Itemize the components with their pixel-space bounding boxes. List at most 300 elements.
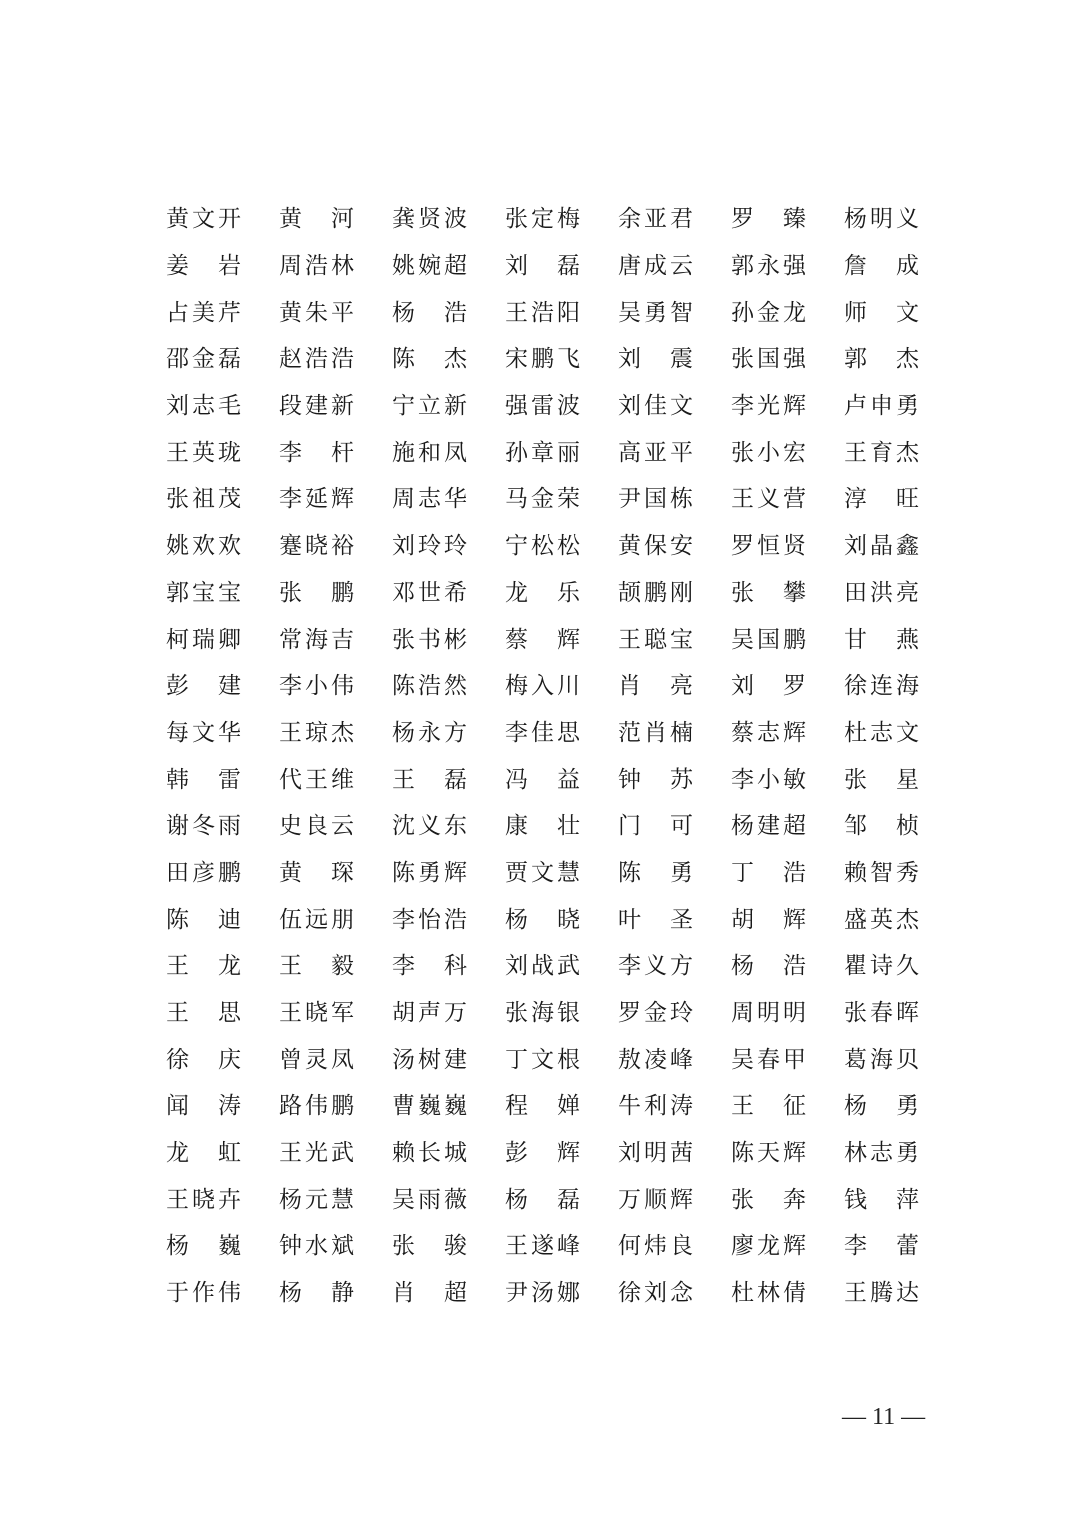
name-text: 路 伟 鹏 <box>279 1093 354 1120</box>
name-cell <box>844 1083 957 1129</box>
name-text: 郭 永 强 <box>731 253 806 280</box>
name-text: 罗 金 玲 <box>618 1000 693 1027</box>
name-text: 李 蕾 <box>844 1233 919 1260</box>
name-cell <box>618 990 731 1036</box>
name-text: 张 骏 <box>392 1233 467 1260</box>
name-cell <box>392 1130 505 1176</box>
name-cell <box>505 243 618 289</box>
name-text: 孙 金 龙 <box>731 299 806 326</box>
name-text: 杨 浩 <box>392 299 467 326</box>
name-cell <box>844 196 957 242</box>
name-text: 黄 朱 平 <box>279 299 354 326</box>
name-cell <box>618 663 731 709</box>
name-cell <box>618 850 731 896</box>
name-cell <box>844 617 957 663</box>
name-text: 强 雷 波 <box>505 393 580 420</box>
name-text: 胡 辉 <box>731 906 806 933</box>
name-cell <box>392 617 505 663</box>
name-text: 龙 乐 <box>505 579 580 606</box>
name-text: 汤 树 建 <box>392 1046 467 1073</box>
name-cell <box>844 897 957 943</box>
name-text: 杜 林 倩 <box>731 1280 806 1307</box>
name-text: 徐 连 海 <box>844 673 919 700</box>
name-text: 李 佳 思 <box>505 719 580 746</box>
name-cell <box>392 990 505 1036</box>
name-cell <box>731 430 844 476</box>
name-text: 牛 利 涛 <box>618 1093 693 1120</box>
name-cell <box>166 336 279 382</box>
name-cell <box>618 1270 731 1316</box>
name-cell <box>279 1223 392 1269</box>
name-text: 彭 建 <box>166 673 241 700</box>
name-cell <box>844 803 957 849</box>
name-cell <box>505 1037 618 1083</box>
name-text: 杨 勇 <box>844 1093 919 1120</box>
name-text: 刘 佳 文 <box>618 393 693 420</box>
name-cell <box>279 476 392 522</box>
name-cell <box>844 523 957 569</box>
name-cell <box>618 1130 731 1176</box>
name-cell <box>279 523 392 569</box>
name-row <box>166 1083 926 1130</box>
name-cell <box>618 943 731 989</box>
name-row <box>166 1176 926 1223</box>
name-text: 肖 超 <box>392 1280 467 1307</box>
name-cell <box>279 617 392 663</box>
name-cell <box>392 570 505 616</box>
name-row <box>166 803 926 850</box>
name-text: 门 可 <box>618 813 693 840</box>
name-text: 刘 玲 玲 <box>392 533 467 560</box>
name-row <box>166 1130 926 1177</box>
name-text: 宁 立 新 <box>392 393 467 420</box>
name-text: 杨 静 <box>279 1280 354 1307</box>
name-text: 李 怡 浩 <box>392 906 467 933</box>
name-text: 杜 志 文 <box>844 719 919 746</box>
name-text: 张 国 强 <box>731 346 806 373</box>
name-cell <box>618 476 731 522</box>
name-cell <box>279 710 392 756</box>
name-cell <box>844 990 957 1036</box>
name-cell <box>392 1083 505 1129</box>
name-cell <box>618 897 731 943</box>
name-text: 李 延 辉 <box>279 486 354 513</box>
name-cell <box>279 757 392 803</box>
name-cell <box>505 617 618 663</box>
name-cell <box>844 476 957 522</box>
name-text: 钱 萍 <box>844 1186 919 1213</box>
name-text: 李 科 <box>392 953 467 980</box>
name-text: 张 定 梅 <box>505 206 580 233</box>
name-cell <box>392 803 505 849</box>
name-text: 刘 明 茜 <box>618 1140 693 1167</box>
name-cell <box>731 1130 844 1176</box>
name-text: 邵 金 磊 <box>166 346 241 373</box>
name-text: 杨 明 义 <box>844 206 919 233</box>
name-text: 徐 庆 <box>166 1046 241 1073</box>
name-cell <box>731 290 844 336</box>
name-text: 钟 苏 <box>618 766 693 793</box>
name-text: 张 鹏 <box>279 579 354 606</box>
name-cell <box>279 570 392 616</box>
name-cell <box>166 523 279 569</box>
name-text: 姚 婉 超 <box>392 253 467 280</box>
name-text: 田 洪 亮 <box>844 579 919 606</box>
name-text: 郭 杰 <box>844 346 919 373</box>
name-text: 伍 远 朋 <box>279 906 354 933</box>
name-cell <box>166 943 279 989</box>
name-cell <box>279 990 392 1036</box>
name-text: 王 育 杰 <box>844 439 919 466</box>
name-cell <box>618 710 731 756</box>
name-cell <box>731 1037 844 1083</box>
name-text: 张 书 彬 <box>392 626 467 653</box>
name-cell <box>392 430 505 476</box>
name-cell <box>166 290 279 336</box>
name-text: 敖 凌 峰 <box>618 1046 693 1073</box>
name-cell <box>392 523 505 569</box>
name-cell <box>618 196 731 242</box>
name-cell <box>166 1270 279 1316</box>
name-cell <box>618 523 731 569</box>
name-text: 韩 雷 <box>166 766 241 793</box>
name-cell <box>279 243 392 289</box>
name-row <box>166 943 926 990</box>
name-cell <box>618 383 731 429</box>
name-cell <box>505 196 618 242</box>
name-cell <box>844 1223 957 1269</box>
name-cell <box>505 803 618 849</box>
name-row <box>166 429 926 476</box>
name-cell <box>166 243 279 289</box>
name-text: 贾 文 慧 <box>505 859 580 886</box>
name-text: 刘 罗 <box>731 673 806 700</box>
name-text: 陈 迪 <box>166 906 241 933</box>
name-text: 王 遂 峰 <box>505 1233 580 1260</box>
name-text: 陈 天 辉 <box>731 1140 806 1167</box>
name-cell <box>505 850 618 896</box>
name-cell <box>279 196 392 242</box>
name-text: 王 英 珑 <box>166 439 241 466</box>
name-cell <box>505 430 618 476</box>
name-text: 吴 国 鹏 <box>731 626 806 653</box>
name-cell <box>844 1130 957 1176</box>
name-cell <box>392 850 505 896</box>
name-cell <box>844 710 957 756</box>
name-cell <box>844 570 957 616</box>
name-cell <box>279 1270 392 1316</box>
name-cell <box>844 943 957 989</box>
name-text: 周 浩 林 <box>279 253 354 280</box>
name-cell <box>731 990 844 1036</box>
name-text: 唐 成 云 <box>618 253 693 280</box>
name-text: 张 春 晖 <box>844 1000 919 1027</box>
name-cell <box>166 1223 279 1269</box>
name-cell <box>279 383 392 429</box>
name-cell <box>392 1270 505 1316</box>
name-row <box>166 663 926 710</box>
name-cell <box>844 430 957 476</box>
name-row <box>166 990 926 1037</box>
name-text: 李 义 方 <box>618 953 693 980</box>
name-cell <box>618 243 731 289</box>
name-text: 龙 虹 <box>166 1140 241 1167</box>
name-text: 杨 建 超 <box>731 813 806 840</box>
name-text: 杨 磊 <box>505 1186 580 1213</box>
name-cell <box>392 476 505 522</box>
name-text: 杨 浩 <box>731 953 806 980</box>
name-cell <box>844 850 957 896</box>
name-text: 叶 圣 <box>618 906 693 933</box>
name-text: 盛 英 杰 <box>844 906 919 933</box>
name-text: 陈 勇 辉 <box>392 859 467 886</box>
name-cell <box>392 1177 505 1223</box>
name-cell <box>166 570 279 616</box>
name-text: 康 壮 <box>505 813 580 840</box>
name-cell <box>166 897 279 943</box>
name-cell <box>731 1223 844 1269</box>
name-cell <box>731 897 844 943</box>
name-row <box>166 710 926 757</box>
name-row <box>166 196 926 243</box>
name-row <box>166 476 926 523</box>
name-cell <box>279 663 392 709</box>
name-cell <box>844 243 957 289</box>
name-row <box>166 289 926 336</box>
name-cell <box>844 757 957 803</box>
name-text: 范 肖 楠 <box>618 719 693 746</box>
name-cell <box>279 1177 392 1223</box>
name-text: 赖 智 秀 <box>844 859 919 886</box>
name-text: 杨 晓 <box>505 906 580 933</box>
name-text: 张 小 宏 <box>731 439 806 466</box>
name-text: 万 顺 辉 <box>618 1186 693 1213</box>
name-row <box>166 1223 926 1270</box>
name-text: 王 思 <box>166 1000 241 1027</box>
name-cell <box>392 1223 505 1269</box>
name-text: 郭 宝 宝 <box>166 579 241 606</box>
name-text: 姚 欢 欢 <box>166 533 241 560</box>
name-row <box>166 756 926 803</box>
name-text: 王 龙 <box>166 953 241 980</box>
name-cell <box>505 757 618 803</box>
name-cell <box>731 196 844 242</box>
name-text: 王 磊 <box>392 766 467 793</box>
name-cell <box>505 336 618 382</box>
name-cell <box>618 617 731 663</box>
name-row <box>166 850 926 897</box>
name-cell <box>618 1223 731 1269</box>
name-cell <box>166 757 279 803</box>
name-text: 李 小 敏 <box>731 766 806 793</box>
name-text: 陈 浩 然 <box>392 673 467 700</box>
name-cell <box>731 1177 844 1223</box>
name-text: 龚 贤 波 <box>392 206 467 233</box>
name-text: 王 晓 卉 <box>166 1186 241 1213</box>
page-number: — 11 — <box>842 1404 926 1430</box>
name-cell <box>731 617 844 663</box>
name-text: 常 海 吉 <box>279 626 354 653</box>
name-cell <box>731 850 844 896</box>
name-text: 高 亚 平 <box>618 439 693 466</box>
name-text: 宋 鹏 飞 <box>505 346 580 373</box>
name-text: 吴 勇 智 <box>618 299 693 326</box>
name-text: 孙 章 丽 <box>505 439 580 466</box>
name-cell <box>731 383 844 429</box>
name-text: 吴 春 甲 <box>731 1046 806 1073</box>
name-text: 周 明 明 <box>731 1000 806 1027</box>
name-text: 罗 恒 贤 <box>731 533 806 560</box>
name-cell <box>844 1037 957 1083</box>
name-cell <box>392 243 505 289</box>
name-text: 张 海 银 <box>505 1000 580 1027</box>
name-list-grid <box>166 196 926 1317</box>
name-text: 刘 震 <box>618 346 693 373</box>
name-text: 刘 志 毛 <box>166 393 241 420</box>
name-text: 詹 成 <box>844 253 919 280</box>
name-cell <box>731 1083 844 1129</box>
name-text: 王 光 武 <box>279 1140 354 1167</box>
name-cell <box>279 290 392 336</box>
name-text: 余 亚 君 <box>618 206 693 233</box>
name-text: 师 文 <box>844 299 919 326</box>
name-cell <box>505 383 618 429</box>
name-cell <box>166 990 279 1036</box>
name-text: 梅 入 川 <box>505 673 580 700</box>
name-text: 王 浩 阳 <box>505 299 580 326</box>
name-text: 史 良 云 <box>279 813 354 840</box>
name-text: 宁 松 松 <box>505 533 580 560</box>
name-cell <box>166 710 279 756</box>
name-cell <box>505 1270 618 1316</box>
name-text: 蔡 志 辉 <box>731 719 806 746</box>
name-cell <box>731 336 844 382</box>
name-text: 沈 义 东 <box>392 813 467 840</box>
name-cell <box>731 1270 844 1316</box>
name-text: 于 作 伟 <box>166 1280 241 1307</box>
name-cell <box>618 336 731 382</box>
name-cell <box>166 803 279 849</box>
name-text: 张 奔 <box>731 1186 806 1213</box>
name-cell <box>279 897 392 943</box>
name-cell <box>166 663 279 709</box>
name-text: 杨 元 慧 <box>279 1186 354 1213</box>
name-text: 邹 桢 <box>844 813 919 840</box>
name-text: 陈 勇 <box>618 859 693 886</box>
name-text: 段 建 新 <box>279 393 354 420</box>
name-text: 罗 臻 <box>731 206 806 233</box>
name-cell <box>731 243 844 289</box>
name-cell <box>166 1037 279 1083</box>
name-cell <box>844 383 957 429</box>
name-cell <box>618 1177 731 1223</box>
name-cell <box>505 1083 618 1129</box>
name-cell <box>392 663 505 709</box>
name-text: 田 彦 鹏 <box>166 859 241 886</box>
name-text: 李 光 辉 <box>731 393 806 420</box>
name-text: 彭 辉 <box>505 1140 580 1167</box>
name-row <box>166 383 926 430</box>
name-text: 黄 河 <box>279 206 354 233</box>
name-text: 黄 保 安 <box>618 533 693 560</box>
name-text: 陈 杰 <box>392 346 467 373</box>
name-cell <box>279 803 392 849</box>
name-text: 胡 声 万 <box>392 1000 467 1027</box>
name-cell <box>279 336 392 382</box>
name-cell <box>844 336 957 382</box>
name-cell <box>618 290 731 336</box>
name-text: 丁 文 根 <box>505 1046 580 1073</box>
name-cell <box>505 663 618 709</box>
name-text: 程 婵 <box>505 1093 580 1120</box>
name-cell <box>505 1177 618 1223</box>
name-cell <box>731 943 844 989</box>
name-cell <box>279 1037 392 1083</box>
name-cell <box>166 430 279 476</box>
name-cell <box>505 523 618 569</box>
name-cell <box>505 1223 618 1269</box>
name-text: 吴 雨 薇 <box>392 1186 467 1213</box>
name-cell <box>166 1083 279 1129</box>
name-text: 张 星 <box>844 766 919 793</box>
name-cell <box>166 383 279 429</box>
name-cell <box>731 570 844 616</box>
name-cell <box>505 710 618 756</box>
name-text: 刘 晶 鑫 <box>844 533 919 560</box>
name-text: 钟 水 斌 <box>279 1233 354 1260</box>
name-cell <box>505 570 618 616</box>
name-text: 廖 龙 辉 <box>731 1233 806 1260</box>
name-cell <box>166 476 279 522</box>
name-cell <box>844 290 957 336</box>
name-text: 施 和 凤 <box>392 439 467 466</box>
name-text: 每 文 华 <box>166 719 241 746</box>
name-row <box>166 1036 926 1083</box>
name-cell <box>731 803 844 849</box>
name-text: 尹 国 栋 <box>618 486 693 513</box>
name-text: 黄 琛 <box>279 859 354 886</box>
name-text: 柯 瑞 卿 <box>166 626 241 653</box>
name-text: 卢 申 勇 <box>844 393 919 420</box>
name-cell <box>505 943 618 989</box>
name-cell <box>618 1037 731 1083</box>
name-text: 淳 旺 <box>844 486 919 513</box>
name-text: 王 毅 <box>279 953 354 980</box>
name-text: 尹 汤 娜 <box>505 1280 580 1307</box>
name-text: 占 美 芹 <box>166 299 241 326</box>
name-text: 丁 浩 <box>731 859 806 886</box>
name-cell <box>166 617 279 663</box>
name-text: 赵 浩 浩 <box>279 346 354 373</box>
name-text: 李 杆 <box>279 439 354 466</box>
name-cell <box>166 850 279 896</box>
name-cell <box>392 710 505 756</box>
name-text: 何 炜 良 <box>618 1233 693 1260</box>
name-cell <box>844 663 957 709</box>
name-cell <box>392 943 505 989</box>
name-cell <box>279 1083 392 1129</box>
name-text: 周 志 华 <box>392 486 467 513</box>
name-cell <box>731 663 844 709</box>
name-text: 张 祖 茂 <box>166 486 241 513</box>
name-cell <box>844 1270 957 1316</box>
name-text: 李 小 伟 <box>279 673 354 700</box>
name-text: 代 王 维 <box>279 766 354 793</box>
name-cell <box>279 850 392 896</box>
name-text: 谢 冬 雨 <box>166 813 241 840</box>
name-text: 刘 磊 <box>505 253 580 280</box>
name-text: 王 晓 军 <box>279 1000 354 1027</box>
